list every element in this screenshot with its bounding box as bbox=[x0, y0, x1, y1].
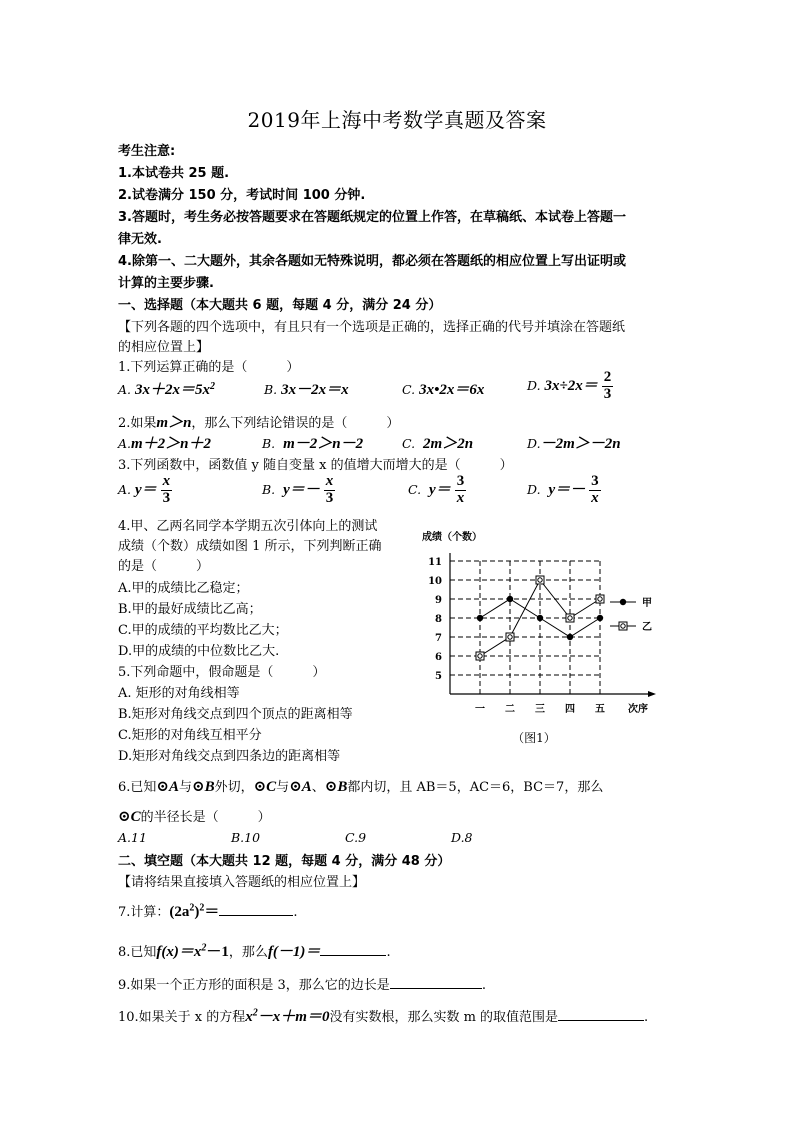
chart-x-axis-arrow bbox=[648, 691, 656, 697]
chart-point-series-1 bbox=[507, 596, 513, 602]
chart-legend-label-2: 乙 bbox=[642, 622, 652, 633]
q7-answer-blank[interactable] bbox=[219, 915, 293, 916]
notice-item-3-cont: 律无效. bbox=[118, 232, 162, 247]
q3-stem: 3.下列函数中，函数值 y 随自变量 x 的值增大而增大的是（ ） bbox=[118, 458, 513, 473]
chart-y-tick-label: 6 bbox=[435, 652, 442, 663]
q2-option-b: B. m－2＞n－2 bbox=[262, 436, 364, 452]
q1-option-a: A. $3x+2x=5x^2$ bbox=[118, 380, 216, 398]
notice-item-1: 1.本试卷共 25 题. bbox=[118, 166, 230, 181]
chart-x-tick-label: 五 bbox=[595, 704, 605, 715]
chart-point-series-2-inner bbox=[598, 597, 602, 601]
notice-item-3: 3.答题时，考生务必按答题要求在答题纸规定的位置上作答，在草稿纸、本试卷上答题一 bbox=[118, 210, 626, 225]
chart-y-tick-label: 8 bbox=[435, 614, 442, 625]
q3-option-c: C. y＝ $\frac{3}{x}$ bbox=[408, 473, 465, 506]
q4-stem-line1: 4.甲、乙两名同学本学期五次引体向上的测试 bbox=[118, 519, 378, 534]
chart-x-tick-label: 三 bbox=[535, 704, 545, 715]
q6-option-a: A.11 bbox=[118, 830, 147, 845]
notice-item-2: 2.试卷满分 150 分，考试时间 100 分钟. bbox=[118, 188, 366, 203]
chart-point-series-2-inner bbox=[568, 616, 572, 620]
q4-option-d: D.甲的成绩的中位数比乙大. bbox=[118, 644, 280, 659]
q6-option-d: D.8 bbox=[451, 830, 473, 845]
q5-stem: 5.下列命题中，假命题是（ ） bbox=[118, 665, 326, 680]
q8-answer-blank[interactable] bbox=[320, 955, 386, 956]
chart-y-tick-label: 5 bbox=[435, 671, 442, 682]
q2-stem: 2.如果m＞n，那么下列结论错误的是（ ） bbox=[118, 415, 400, 431]
section1-instruction-cont: 的相应位置上】 bbox=[118, 340, 210, 355]
q5-option-b: B.矩形对角线交点到四个顶点的距离相等 bbox=[118, 707, 353, 722]
q2-option-d: D.－2m＞－2n bbox=[527, 436, 621, 452]
q9: 9.如果一个正方形的面积是 3，那么它的边长是 . bbox=[118, 978, 486, 993]
chart-point-series-1 bbox=[597, 615, 603, 621]
chart-legend-marker-2-inner bbox=[621, 624, 625, 628]
chart-caption: （图1） bbox=[512, 731, 556, 745]
q7: 7.计算：$(2a^2)^2=$ . bbox=[118, 902, 298, 920]
chart-x-tick-label: 一 bbox=[475, 704, 485, 715]
q3-option-d: D. y＝－ $\frac{3}{x}$ bbox=[527, 473, 599, 506]
q1-option-c: C. 3x•2x＝6x bbox=[402, 382, 485, 398]
chart-point-series-2-inner bbox=[538, 578, 542, 582]
chart-x-tick-label: 二 bbox=[505, 704, 515, 715]
section2-heading: 二、填空题（本大题共 12 题，每题 4 分，满分 48 分） bbox=[118, 854, 451, 869]
q6-option-b: B.10 bbox=[231, 830, 261, 845]
q8: 8.已知$f(x)=x^2-1$，那么f(－1)＝ . bbox=[118, 942, 391, 960]
section1-instruction: 【下列各题的四个选项中，有且只有一个选项是正确的，选择正确的代号并填涂在答题纸 bbox=[118, 320, 626, 335]
notice-heading: 考生注意: bbox=[118, 144, 176, 159]
page-title: 2019年上海中考数学真题及答案 bbox=[247, 108, 547, 132]
chart-y-tick-label: 10 bbox=[428, 576, 442, 587]
q4-option-c: C.甲的成绩的平均数比乙大； bbox=[118, 623, 288, 638]
section1-heading: 一、选择题（本大题共 6 题，每题 4 分，满分 24 分） bbox=[118, 298, 442, 313]
q1-option-d: D. 3x÷2x＝ $\frac{2}{3}$ bbox=[527, 369, 612, 402]
chart-legend-label-1: 甲 bbox=[642, 598, 652, 609]
q1-stem: 1.下列运算正确的是（ ） bbox=[118, 360, 300, 375]
q2-option-c: C. 2m＞2n bbox=[402, 436, 474, 452]
q5-option-a: A. 矩形的对角线相等 bbox=[118, 686, 240, 701]
q6-stem-line2: ⊙C的半径长是（ ） bbox=[118, 809, 271, 825]
chart-x-axis-label: 次序 bbox=[628, 704, 648, 715]
q10-answer-blank[interactable] bbox=[558, 1020, 644, 1021]
chart-y-tick-label: 7 bbox=[435, 633, 442, 644]
chart-figure-1 bbox=[410, 522, 670, 750]
q4-stem-line3: 的是（ ） bbox=[118, 559, 210, 574]
q3-option-b: B. y＝－ $\frac{x}{3}$ bbox=[262, 473, 334, 506]
q6-option-c: C.9 bbox=[345, 830, 367, 845]
chart-y-tick-label: 9 bbox=[435, 595, 442, 606]
q2-option-a: A.m＋2＞n＋2 bbox=[118, 436, 212, 452]
chart-point-series-1 bbox=[567, 634, 573, 640]
q3-option-a: A. y＝ $\frac{x}{3}$ bbox=[118, 473, 171, 506]
q10: 10.如果关于 x 的方程$x^2-x+m=0$没有实数根，那么实数 m 的取值范围是 . bbox=[118, 1007, 649, 1025]
chart-point-series-2-inner bbox=[478, 654, 482, 658]
q1-option-b: B. 3x－2x＝x bbox=[264, 382, 349, 398]
q4-option-a: A.甲的成绩比乙稳定； bbox=[118, 581, 249, 596]
chart-y-tick-label: 11 bbox=[428, 557, 442, 568]
chart-x-tick-label: 四 bbox=[565, 704, 575, 715]
q4-option-b: B.甲的最好成绩比乙高； bbox=[118, 602, 262, 617]
notice-item-4-cont: 计算的主要步骤. bbox=[118, 276, 214, 291]
notice-item-4: 4.除第一、二大题外，其余各题如无特殊说明，都必须在答题纸的相应位置上写出证明或 bbox=[118, 254, 626, 269]
q9-answer-blank[interactable] bbox=[390, 988, 482, 989]
q5-option-d: D.矩形对角线交点到四条边的距离相等 bbox=[118, 749, 341, 764]
chart-point-series-1 bbox=[477, 615, 483, 621]
chart-legend-marker-1 bbox=[620, 599, 626, 605]
q6-stem-line1: 6.已知⊙A与⊙B外切，⊙C与⊙A、⊙B都内切，且 AB＝5，AC＝6，BC＝7，那么 bbox=[118, 779, 604, 795]
chart-point-series-1 bbox=[537, 615, 543, 621]
q5-option-c: C.矩形的对角线互相平分 bbox=[118, 728, 262, 743]
chart-point-series-2-inner bbox=[508, 635, 512, 639]
chart-y-axis-label: 成绩（个数） bbox=[422, 532, 482, 543]
q4-stem-line2: 成绩（个数）成绩如图 1 所示，下列判断正确 bbox=[118, 539, 382, 554]
section2-instruction: 【请将结果直接填入答题纸的相应位置上】 bbox=[118, 875, 366, 890]
